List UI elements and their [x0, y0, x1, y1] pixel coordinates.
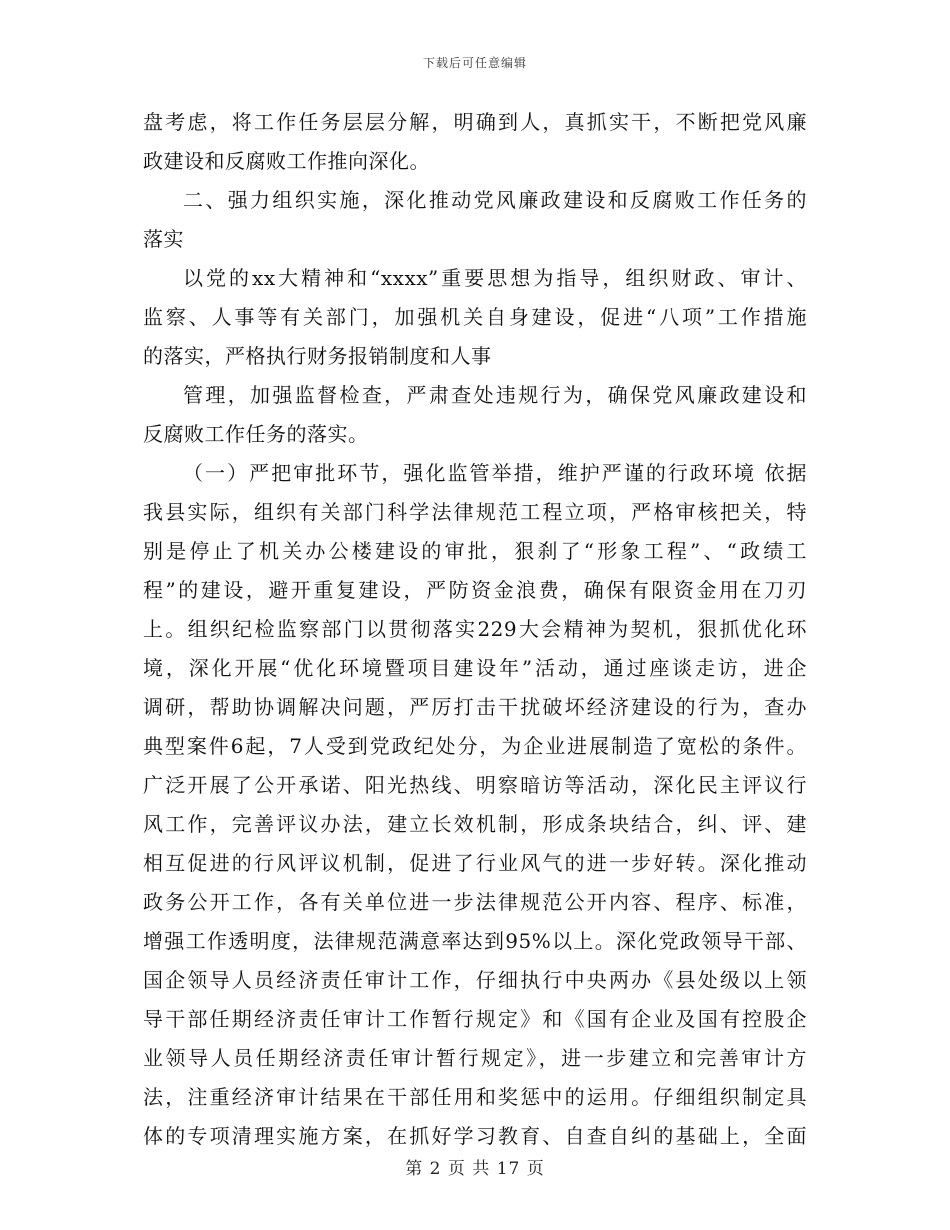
text-line: 落实: [143, 227, 184, 251]
text-line: 典型案件6起，7人受到党政纪处分，为企业进展制造了宽松的条件。: [143, 734, 807, 758]
text-line: 反腐败工作任务的落实。: [143, 422, 369, 446]
text-line: 盘考虑，将工作任务层层分解，明确到人，真抓实干，不断把党风廉: [143, 110, 807, 134]
text-line: 别是停止了机关办公楼建设的审批，狠刹了“形象工程”、“政绩工: [143, 539, 807, 563]
document-body: [143, 103, 807, 1156]
text-line: 程”的建设，避开重复建设，严防资金浪费，确保有限资金用在刀刃: [143, 578, 807, 602]
text-line: 境，深化开展“优化环境暨项目建设年”活动，通过座谈走访，进企: [143, 656, 807, 680]
text-line: 体的专项清理实施方案，在抓好学习教育、自查自纠的基础上，全面: [143, 1124, 807, 1148]
text-line: 导干部任期经济责任审计工作暂行规定》和《国有企业及国有控股企: [143, 1007, 807, 1031]
text-line: 监察、人事等有关部门，加强机关自身建设，促进“八项”工作措施: [143, 305, 807, 329]
text-line: 上。组织纪检监察部门以贯彻落实229大会精神为契机，狠抓优化环: [143, 617, 807, 641]
text-line: 广泛开展了公开承诺、阳光热线、明察暗访等活动，深化民主评议行: [143, 773, 807, 797]
text-line: 的落实，严格执行财务报销制度和人事: [143, 344, 492, 368]
text-line: 相互促进的行风评议机制，促进了行业风气的进一步好转。深化推动: [143, 851, 807, 875]
text-line: （一）严把审批环节，强化监管举措，维护严谨的行政环境 依据: [183, 461, 807, 485]
text-line: 法，注重经济审计结果在干部任用和奖惩中的运用。仔细组织制定具: [143, 1085, 807, 1109]
text-line: 调研，帮助协调解决问题，严厉打击干扰破坏经济建设的行为，查办: [143, 695, 807, 719]
header-note: 下载后可任意编辑: [422, 56, 527, 70]
text-line: 风工作，完善评议办法，建立长效机制，形成条块结合，纠、评、建: [143, 812, 807, 836]
text-line: 政务公开工作，各有关单位进一步法律规范公开内容、程序、标准，: [143, 890, 807, 914]
text-line: 增强工作透明度，法律规范满意率达到95%以上。深化党政领导干部、: [143, 929, 807, 953]
text-line: 政建设和反腐败工作推向深化。: [143, 149, 430, 173]
text-line: 业领导人员任期经济责任审计暂行规定》，进一步建立和完善审计方: [143, 1046, 807, 1070]
text-line: 我县实际，组织有关部门科学法律规范工程立项，严格审核把关，特: [143, 500, 807, 524]
text-line: 管理，加强监督检查，严肃查处违规行为，确保党风廉政建设和: [183, 383, 807, 407]
page-number: 第 2 页 共 17 页: [405, 1159, 545, 1179]
text-line: 以党的xx大精神和“xxxx”重要思想为指导，组织财政、审计、: [183, 266, 807, 290]
text-line: 二、强力组织实施，深化推动党风廉政建设和反腐败工作任务的: [183, 188, 807, 212]
text-line: 国企领导人员经济责任审计工作，仔细执行中央两办《县处级以上领: [143, 968, 807, 992]
